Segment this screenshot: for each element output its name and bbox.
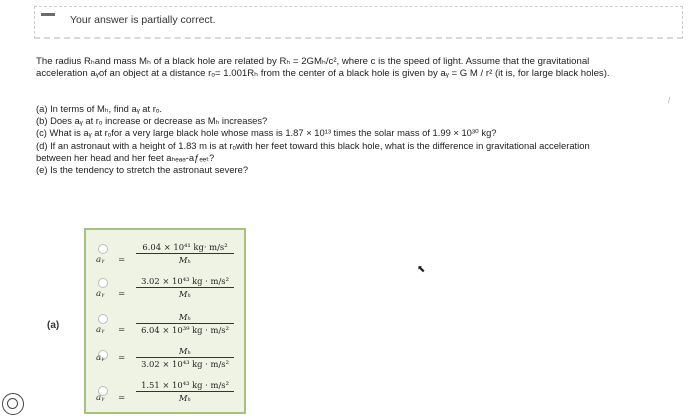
fraction-bar: [136, 391, 234, 392]
fraction-bar: [136, 357, 234, 358]
choice-equals: =: [118, 325, 126, 335]
choice-numerator: 3.02 × 10⁴³ kg · m/s²: [141, 276, 229, 286]
minus-icon: [41, 13, 55, 16]
radio-button-2[interactable]: [98, 278, 108, 288]
question-text: [36, 56, 676, 81]
choice-option-4[interactable]: [86, 340, 244, 376]
choice-numerator: 6.04 × 10⁴¹ kg· m/s²: [142, 242, 228, 252]
choice-option-3[interactable]: [86, 304, 244, 340]
choice-denominator: 3.02 × 10⁴³ kg · m/s²: [141, 359, 229, 369]
choice-numerator: 1.51 × 10⁴³ kg · m/s²: [141, 380, 229, 390]
part-d-line-2: between her head and her feet aₕₑₐₔ-aƒₑₑₜ?: [36, 151, 215, 163]
choice-denominator: Mₕ: [178, 289, 192, 299]
part-d-line-1: (d) If an astronaut with a height of 1.83 m is at rₒwith her feet toward this black hole, what is the difference in gravitational acceleration: [36, 139, 590, 151]
choice-fraction: [130, 276, 240, 299]
part-b: (b) Does aᵧ at rₒ increase or decrease as Mₕ increases?: [36, 115, 268, 127]
choice-lhs: aᵧ: [96, 255, 105, 265]
answer-part-label: (a): [47, 320, 60, 331]
choice-lhs: aᵧ: [96, 393, 105, 403]
mouse-cursor-icon: ⬉: [417, 264, 426, 275]
question-line-1: The radius Rₕand mass Mₕ of a black hole are related by Rₕ = 2GMₕ/c², where c is the speed of light. Assume that the gravitational: [36, 56, 590, 67]
radio-button-1[interactable]: [98, 244, 108, 254]
choice-lhs: aᵧ: [96, 325, 105, 335]
answer-choices-panel: [84, 228, 246, 414]
choice-lhs: aᵧ: [96, 289, 105, 299]
answer-status-text: Your answer is partially correct.: [70, 14, 216, 26]
choice-denominator: 6.04 × 10³⁹ kg · m/s²: [141, 325, 229, 335]
choice-equals: =: [118, 289, 126, 299]
question-parts: [36, 103, 676, 176]
choice-numerator: Mₕ: [178, 346, 192, 356]
choice-equals: =: [118, 353, 126, 363]
choice-lhs: aᵧ: [96, 353, 105, 363]
choice-equals: =: [118, 393, 126, 403]
fraction-bar: [136, 253, 234, 254]
choice-denominator: Mₕ: [178, 393, 192, 403]
radio-button-3[interactable]: [98, 314, 108, 324]
choice-option-5[interactable]: [86, 376, 244, 412]
part-a: (a) In terms of Mₕ, find aᵧ at rₒ.: [36, 103, 162, 114]
choice-fraction: [130, 242, 240, 265]
choice-denominator: Mₕ: [178, 255, 192, 265]
help-icon: [7, 398, 18, 409]
fraction-bar: [136, 323, 234, 324]
help-button[interactable]: [2, 393, 24, 415]
answer-status-banner: [34, 6, 683, 39]
part-c: (c) What is aᵧ at rₒfor a very large black hole whose mass is 1.87 × 10¹³ times the solar mass of 1.99 × 10³⁰ kg?: [36, 127, 497, 139]
fraction-bar: [136, 287, 234, 288]
choice-fraction: [130, 380, 240, 403]
tick-mark: /: [668, 96, 671, 105]
choice-fraction: [130, 312, 240, 335]
choice-option-1[interactable]: [86, 232, 244, 268]
question-line-2: acceleration aᵧof an object at a distance rₒ= 1.001Rₕ from the center of a black hole is given by aᵧ = G M / r² (it is, for large black holes).: [36, 68, 610, 80]
choice-fraction: [130, 346, 240, 369]
choice-equals: =: [118, 255, 126, 265]
choice-option-2[interactable]: [86, 268, 244, 304]
part-e: (e) Is the tendency to stretch the astronaut severe?: [36, 164, 249, 176]
choice-numerator: Mₕ: [178, 312, 192, 322]
